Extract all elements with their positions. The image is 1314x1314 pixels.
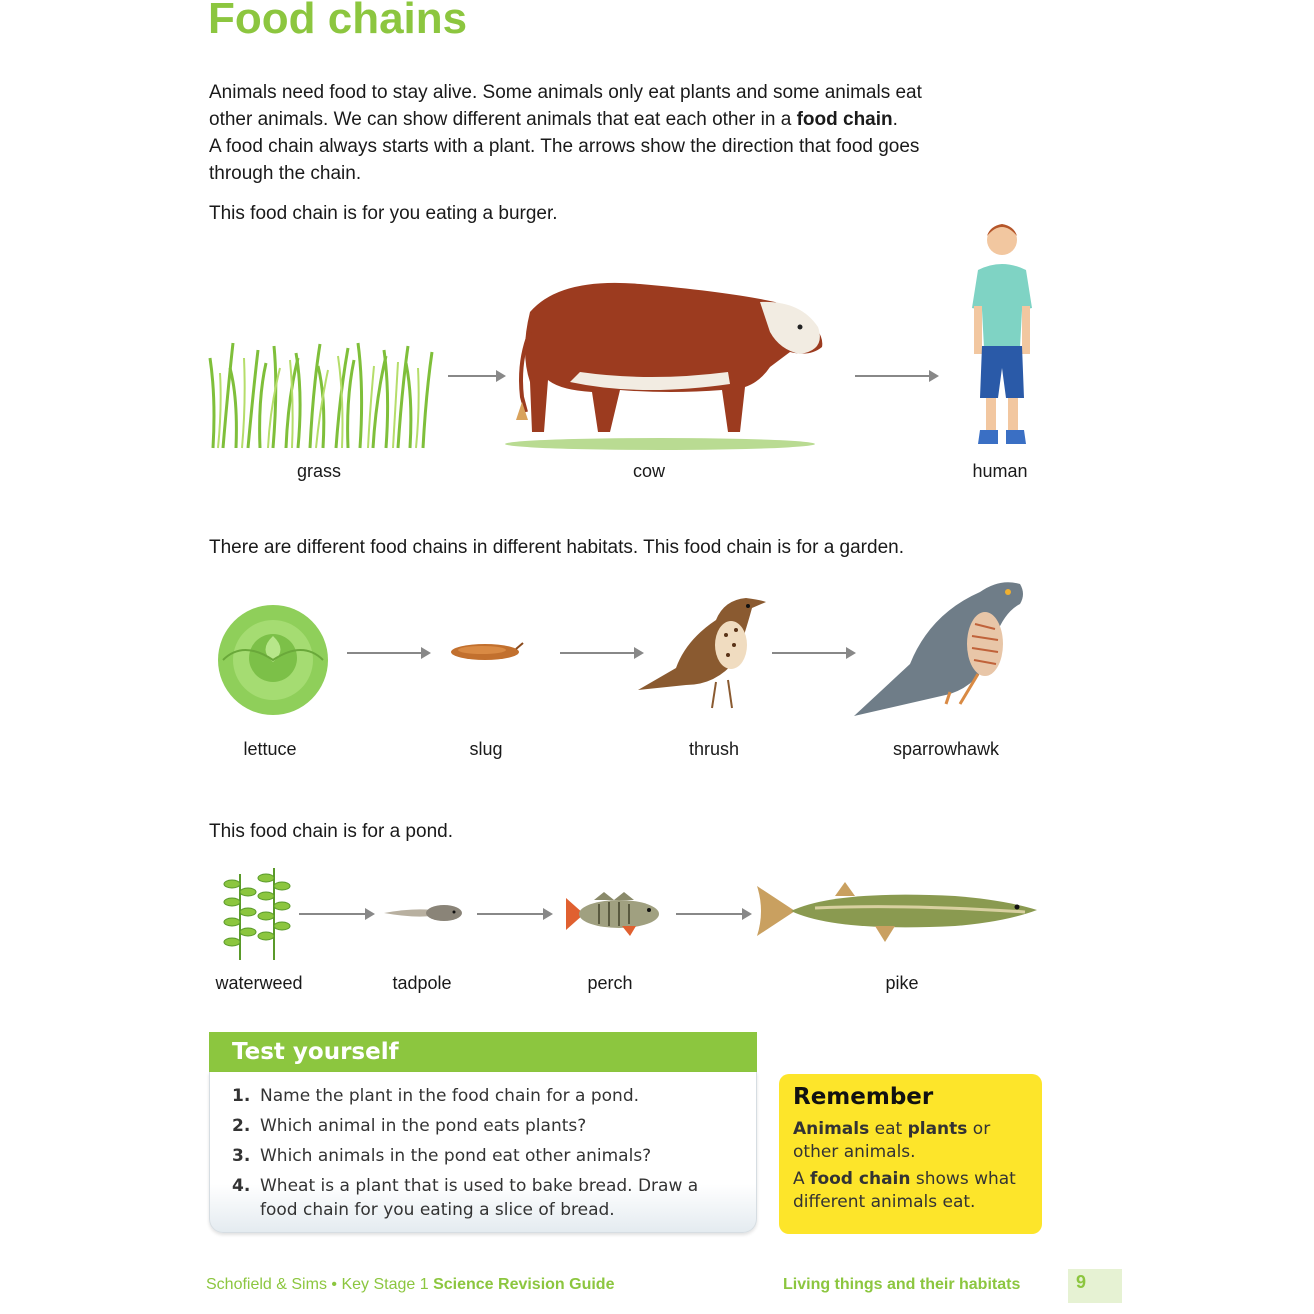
arrow-thrush-to-sparrowhawk bbox=[772, 652, 854, 654]
remember-text: or other animals. bbox=[793, 1119, 991, 1162]
remember-bold-food-chain: food chain bbox=[810, 1169, 911, 1189]
label-sparrowhawk: sparrowhawk bbox=[892, 739, 1000, 759]
label-cow: cow bbox=[632, 461, 665, 481]
burger-chain-caption: This food chain is for you eating a burger. bbox=[209, 203, 558, 224]
label-perch: perch bbox=[587, 973, 633, 993]
footer-section: Living things and their habitats bbox=[783, 1276, 1021, 1293]
remember-point-2 bbox=[793, 1168, 1028, 1214]
remember-text: eat bbox=[869, 1119, 908, 1139]
perch-illustration bbox=[564, 890, 664, 938]
remember-box bbox=[779, 1074, 1042, 1234]
test-yourself-heading: Test yourself bbox=[209, 1032, 757, 1072]
intro-line-2-end: . bbox=[892, 109, 898, 130]
question-number: 1. bbox=[232, 1086, 251, 1106]
question-text: Wheat is a plant that is used to bake bread. Draw a food chain for you eating a slice of bread. bbox=[260, 1176, 699, 1220]
grass-illustration bbox=[208, 338, 438, 450]
question-3 bbox=[232, 1144, 720, 1168]
label-slug: slug bbox=[469, 739, 503, 759]
footer-left bbox=[206, 1276, 614, 1294]
lettuce-illustration bbox=[213, 600, 333, 718]
question-1 bbox=[232, 1084, 720, 1108]
thrush-illustration bbox=[636, 590, 768, 710]
question-text: Name the plant in the food chain for a pond. bbox=[260, 1086, 640, 1106]
label-waterweed: waterweed bbox=[215, 973, 303, 993]
test-yourself-body bbox=[209, 1072, 757, 1233]
question-number: 3. bbox=[232, 1146, 251, 1166]
intro-line-1: Animals need food to stay alive. Some animals only eat plants and some animals eat bbox=[209, 82, 922, 103]
pond-chain-caption: This food chain is for a pond. bbox=[209, 821, 453, 842]
footer-book-title: Science Revision Guide bbox=[433, 1276, 615, 1293]
remember-text: shows what different animals eat. bbox=[793, 1169, 1016, 1212]
label-pike: pike bbox=[885, 973, 919, 993]
intro-line-2 bbox=[209, 106, 1009, 133]
sparrowhawk-illustration bbox=[850, 574, 1030, 720]
question-number: 2. bbox=[232, 1116, 251, 1136]
footer-bullet: • bbox=[331, 1276, 337, 1293]
question-text: Which animal in the pond eats plants? bbox=[260, 1116, 587, 1136]
waterweed-illustration bbox=[218, 864, 300, 962]
remember-text: A bbox=[793, 1169, 811, 1189]
slug-illustration bbox=[450, 641, 525, 663]
arrow-perch-to-pike bbox=[676, 913, 750, 915]
label-grass: grass bbox=[296, 461, 341, 481]
remember-bold-plants: plants bbox=[907, 1119, 968, 1139]
tadpole-illustration bbox=[382, 902, 464, 924]
human-illustration bbox=[962, 218, 1042, 450]
arrow-grass-to-cow bbox=[448, 375, 504, 377]
remember-bold-animals: Animals bbox=[793, 1119, 870, 1139]
intro-line-4: through the chain. bbox=[209, 163, 362, 184]
garden-chain-caption: There are different food chains in different habitats. This food chain is for a garden. bbox=[209, 537, 904, 558]
label-human: human bbox=[972, 461, 1028, 481]
label-lettuce: lettuce bbox=[243, 739, 297, 759]
footer-publisher: Schofield & Sims bbox=[206, 1276, 327, 1293]
remember-heading: Remember bbox=[793, 1084, 934, 1110]
question-2 bbox=[232, 1114, 720, 1138]
food-chain-term: food chain bbox=[796, 109, 893, 130]
cow-illustration bbox=[500, 272, 830, 450]
arrow-lettuce-to-slug bbox=[347, 652, 429, 654]
arrow-slug-to-thrush bbox=[560, 652, 642, 654]
question-text: Which animals in the pond eat other animals? bbox=[260, 1146, 652, 1166]
label-tadpole: tadpole bbox=[392, 973, 452, 993]
question-number: 4. bbox=[232, 1176, 251, 1196]
arrow-cow-to-human bbox=[855, 375, 937, 377]
arrow-tadpole-to-perch bbox=[477, 913, 551, 915]
intro-line-2-text: other animals. We can show different animals that eat each other in a bbox=[209, 109, 797, 130]
page-number: 9 bbox=[1068, 1269, 1122, 1303]
arrow-waterweed-to-tadpole bbox=[299, 913, 373, 915]
pike-illustration bbox=[755, 874, 1039, 948]
remember-point-1 bbox=[793, 1118, 1028, 1164]
question-4 bbox=[232, 1174, 720, 1222]
label-thrush: thrush bbox=[688, 739, 740, 759]
test-yourself-box bbox=[209, 1032, 757, 1233]
intro-line-3: A food chain always starts with a plant. The arrows show the direction that food goes bbox=[209, 136, 920, 157]
footer-stage: Key Stage 1 bbox=[341, 1276, 429, 1293]
page-title: Food chains bbox=[208, 0, 468, 43]
